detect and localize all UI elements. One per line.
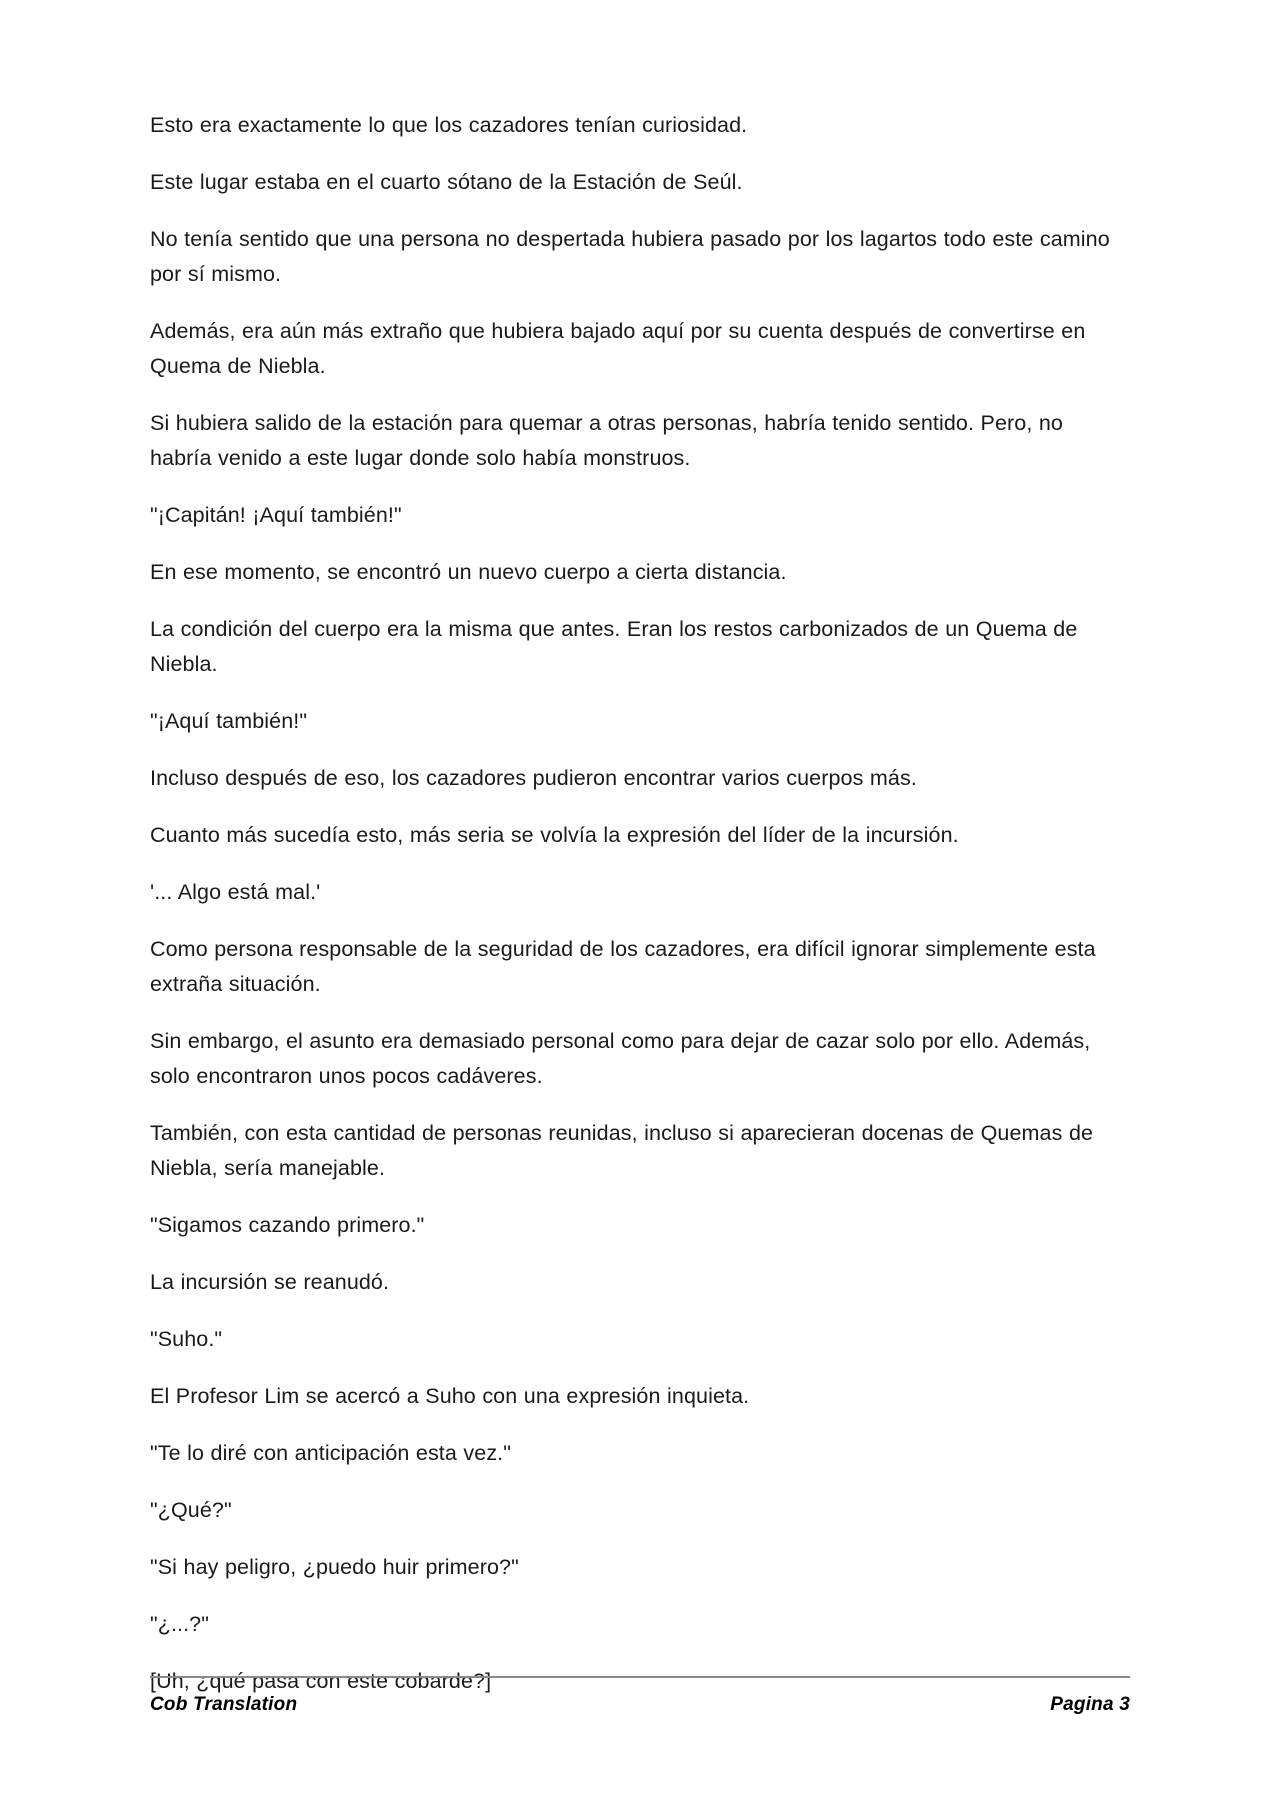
paragraph: "Suho." (150, 1327, 223, 1351)
paragraph: "Te lo diré con anticipación esta vez." (150, 1441, 511, 1465)
paragraph: [Uh, ¿qué pasa con este cobarde?] (150, 1669, 492, 1693)
paragraph: También, con esta cantidad de personas reunidas, incluso si aparecieran docenas de Quemas de Niebla, sería manejable. (150, 1121, 1094, 1180)
paragraph: "¿Qué?" (150, 1498, 232, 1522)
paragraph: Cuanto más sucedía esto, más seria se volvía la expresión del líder de la incursión. (150, 823, 959, 847)
paragraph: "Sigamos cazando primero." (150, 1213, 425, 1237)
paragraph: Incluso después de eso, los cazadores pudieron encontrar varios cuerpos más. (150, 766, 917, 790)
page-footer (150, 1676, 1130, 1716)
paragraph: "¡Aquí también!" (150, 709, 308, 733)
paragraph: Como persona responsable de la seguridad de los cazadores, era difícil ignorar simplemente esta extraña situación. (150, 937, 1096, 996)
paragraph: Además, era aún más extraño que hubiera bajado aquí por su cuenta después de convertirse en Quema de Niebla. (150, 319, 1086, 378)
paragraph: "¡Capitán! ¡Aquí también!" (150, 503, 402, 527)
paragraph: "Si hay peligro, ¿puedo huir primero?" (150, 1555, 519, 1579)
footer-page-number: Pagina 3 (1050, 1694, 1130, 1715)
paragraph: Este lugar estaba en el cuarto sótano de la Estación de Seúl. (150, 170, 743, 194)
paragraph: Esto era exactamente lo que los cazadores tenían curiosidad. (150, 113, 748, 137)
paragraph: '... Algo está mal.' (150, 880, 321, 904)
paragraph: La condición del cuerpo era la misma que antes. Eran los restos carbonizados de un Quema de Niebla. (150, 617, 1078, 676)
paragraph: Si hubiera salido de la estación para quemar a otras personas, habría tenido sentido. Pero, no habría venido a este lugar donde solo había monstruos. (150, 411, 1063, 470)
paragraph: "¿...?" (150, 1612, 209, 1636)
paragraph: El Profesor Lim se acercó a Suho con una expresión inquieta. (150, 1384, 750, 1408)
footer-divider (150, 1676, 1130, 1678)
paragraph: En ese momento, se encontró un nuevo cuerpo a cierta distancia. (150, 560, 787, 584)
document-body (150, 108, 1130, 1699)
footer-row (150, 1694, 1130, 1716)
paragraph: Sin embargo, el asunto era demasiado personal como para dejar de cazar solo por ello. Además, solo encontraron unos pocos cadáveres. (150, 1029, 1091, 1088)
paragraph: La incursión se reanudó. (150, 1270, 390, 1294)
paragraph: No tenía sentido que una persona no despertada hubiera pasado por los lagartos todo este camino por sí mismo. (150, 227, 1110, 286)
footer-credit: Cob Translation (150, 1694, 298, 1715)
